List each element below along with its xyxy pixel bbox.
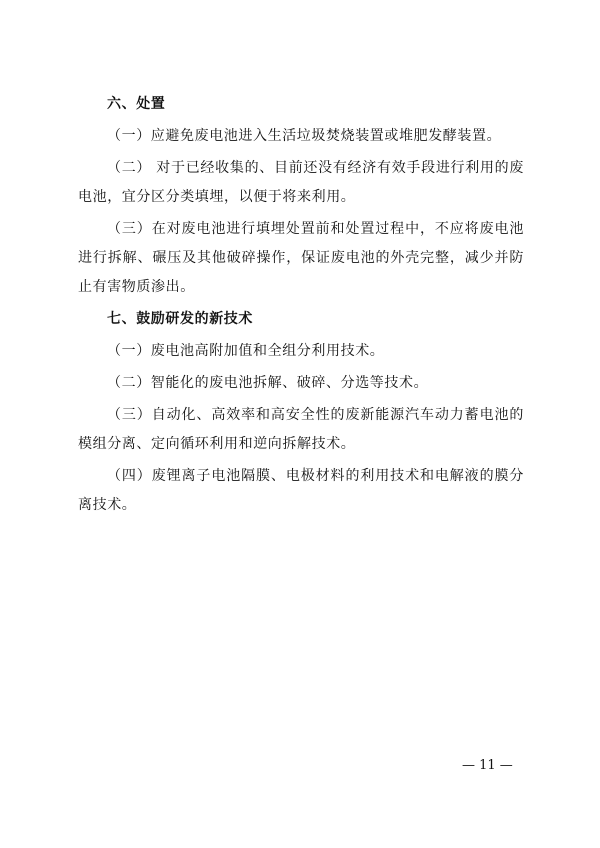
section-7-item-2: （二）智能化的废电池拆解、破碎、分选等技术。 [107,375,429,391]
section-7-item-3: （三）自动化、高效率和高安全性的废新能源汽车动力蓄电池的模组分离、定向循环利用和逆向拆解技术。 [78,407,524,452]
section-6-heading: 六、处置 [107,96,166,112]
section-7-heading: 七、鼓励研发的新技术 [107,311,253,327]
section-6-item-2: （二） 对于已经收集的、目前还没有经济有效手段进行利用的废电池，宜分区分类填埋，以便于将来利用。 [78,160,524,205]
section-7-item-1: （一）废电池高附加值和全组分利用技术。 [107,343,385,359]
document-body [78,90,524,523]
section-7-item-4: （四）废锂离子电池隔膜、电极材料的利用技术和电解液的膜分离技术。 [78,468,524,513]
section-6-item-1: （一）应避免废电池进入生活垃圾焚烧装置或堆肥发酵装置。 [107,128,502,144]
section-6-item-3: （三）在对废电池进行填埋处置前和处置过程中，不应将废电池进行拆解、碾压及其他破碎操作，保证废电池的外壳完整，减少并防止有害物质渗出。 [78,221,524,295]
page-number: — 11 — [462,758,513,773]
